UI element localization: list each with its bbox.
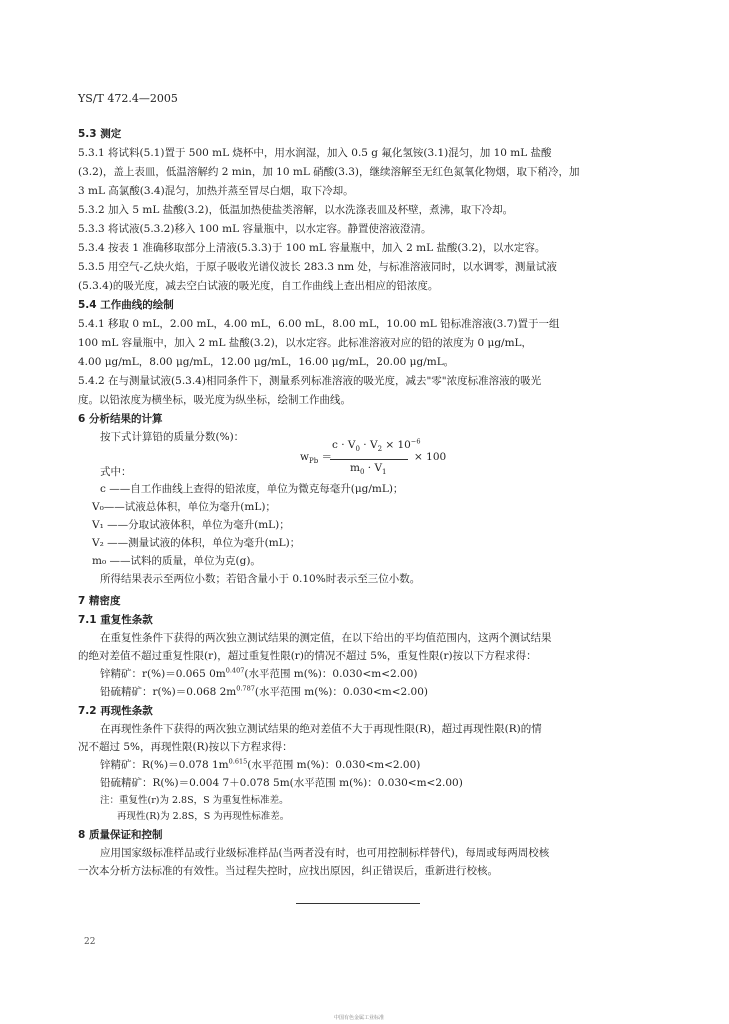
where-label: 式中： [100, 466, 132, 478]
para-7-1-line: 在重复性条件下获得的两次独立测试结果的测定值，在以下给出的平均值范围内，这两个测试结果 [100, 632, 552, 644]
para-5-3-4: 5.3.4 按表 1 准确移取部分上清液(5.3.3)于 100 mL 容量瓶中，加入 2 mL 盐酸(3.2)，以水定容。 [78, 242, 546, 254]
standard-code: YS/T 472.4—2005 [78, 92, 178, 105]
para-5-3-5-line: 5.3.5 用空气-乙炔火焰，于原子吸收光谱仪波长 283.3 nm 处，与标准溶液同时，以水调零，测量试液 [78, 261, 557, 273]
section-7-title: 7 精密度 [78, 595, 121, 607]
rounding-rule: 所得结果表示至两位小数；若铅含量小于 0.10%时表示至三位小数。 [100, 573, 421, 585]
variable-definition: m₀ ——试料的质量，单位为克(g)。 [92, 555, 261, 567]
para-5-3-5-line: (5.3.4)的吸光度，减去空白试液的吸光度，自工作曲线上查出相应的铅浓度。 [78, 280, 439, 292]
section-8-title: 8 质量保证和控制 [78, 829, 163, 841]
formula-multiplier: × 100 [414, 451, 447, 463]
section-7-1-title: 7.1 重复性条款 [78, 614, 153, 626]
section-5-4-title: 5.4 工作曲线的绘制 [78, 299, 174, 311]
formula-numerator: $c \cdot V_0 \cdot V_2 \times 10^{-6}$ [332, 437, 421, 454]
section-6-title: 6 分析结果的计算 [78, 413, 163, 425]
repeatability-lead-sulfur-equation: 铅硫精矿：r(%)＝0.068 $2m^{0.787}$(水平范围 m(%)：0.030<m<2.00) [100, 684, 428, 698]
para-5-3-1-line: (3.2)，盖上表皿，低温溶解约 2 min，加 10 mL 硝酸(3.3)，继续溶解至无红色氮氧化物烟，取下稍冷，加 [78, 166, 580, 178]
reproducibility-zinc-equation: 锌精矿：R(%)＝0.078 $1m^{0.615}$(水平范围 m(%)：0.030<m<2.00) [100, 757, 421, 771]
para-5-4-2-line: 5.4.2 在与测量试液(5.3.4)相同条件下，测量系列标准溶液的吸光度，减去"零"浓度标准溶液的吸光 [78, 375, 542, 387]
para-5-4-1-line: 100 mL 容量瓶中，加入 2 mL 盐酸(3.2)，以水定容。此标准溶液对应的铅的浓度为 0 μg/mL， [78, 337, 533, 349]
reproducibility-lead-sulfur-equation: 铅硫精矿：R(%)＝0.004 7＋0.078 5m(水平范围 m(%)：0.030<m<2.00) [100, 777, 463, 789]
page-number: 22 [84, 937, 96, 947]
note-line: 再现性(R)为 2.8S，S 为再现性标准差。 [117, 811, 290, 822]
section-7-2-title: 7.2 再现性条款 [78, 705, 153, 717]
para-7-1-line: 的绝对差值不超过重复性限(r)，超过重复性限(r)的情况不超过 5%，重复性限(r)按以下方程求得： [78, 650, 537, 662]
para-5-3-2: 5.3.2 加入 5 mL 盐酸(3.2)，低温加热使盐类溶解，以水洗涤表皿及杯壁，煮沸，取下冷却。 [78, 204, 514, 216]
variable-definition: V₀——试液总体积，单位为毫升(mL)； [92, 501, 276, 513]
para-5-3-3: 5.3.3 将试液(5.3.2)移入 100 mL 容量瓶中，以水定容。静置使溶液澄清。 [78, 223, 432, 235]
para-5-4-2-line: 度。以铅浓度为横坐标，吸光度为纵坐标，绘制工作曲线。 [78, 394, 351, 406]
para-5-4-1-line: 5.4.1 移取 0 mL，2.00 mL，4.00 mL，6.00 mL，8.00 mL，10.00 mL 铅标准溶液(3.7)置于一组 [78, 318, 560, 330]
para-8-line: 应用国家级标准样品或行业级标准样品(当两者没有时，也可用控制标样替代)，每周或每两周校核 [100, 847, 550, 859]
note-line: 注：重复性(r)为 2.8S，S 为重复性标准差。 [100, 795, 289, 806]
formula-denominator: $m_0 \cdot V_1$ [350, 462, 387, 477]
para-5-3-1-line: 5.3.1 将试料(5.1)置于 500 mL 烧杯中，用水润湿，加入 0.5 g 氟化氢铵(3.1)混匀，加 10 mL 盐酸 [78, 147, 552, 159]
lead-fraction-formula [300, 437, 500, 488]
end-of-text-rule [296, 903, 420, 904]
repeatability-zinc-equation: 锌精矿：r(%)＝0.065 $0m^{0.407}$(水平范围 m(%)：0.030<m<2.00) [100, 666, 418, 680]
para-7-2-line: 在再现性条件下获得的两次独立测试结果的绝对差值不大于再现性限(R)，超过再现性限(R)的情 [100, 723, 542, 735]
variable-definition: c ——自工作曲线上查得的铅浓度，单位为微克每毫升(μg/mL)； [100, 483, 404, 495]
section-5-3-title: 5.3 测定 [78, 128, 122, 140]
variable-definition: V₂ ——测量试液的体积，单位为毫升(mL)； [92, 537, 301, 549]
formula-lhs: $w_{Pb}$ ＝ [300, 451, 333, 466]
variable-definition: V₁ ——分取试液体积，单位为毫升(mL)； [92, 519, 290, 531]
footer-text: 中国有色金属工业标准 [334, 1015, 385, 1021]
para-7-2-line: 况不超过 5%，再现性限(R)按以下方程求得： [78, 741, 293, 753]
formula-intro: 按下式计算铅的质量分数(%)： [100, 431, 245, 443]
para-8-line: 一次本分析方法标准的有效性。当过程失控时，应找出原因，纠正错误后，重新进行校核。 [78, 865, 498, 877]
fraction-bar [330, 459, 408, 460]
para-5-3-1-line: 3 mL 高氯酸(3.4)混匀，加热并蒸至冒尽白烟，取下冷却。 [78, 185, 354, 197]
para-5-4-1-line: 4.00 μg/mL，8.00 μg/mL，12.00 μg/mL，16.00 μg/mL，20.00 μg/mL。 [78, 356, 455, 368]
